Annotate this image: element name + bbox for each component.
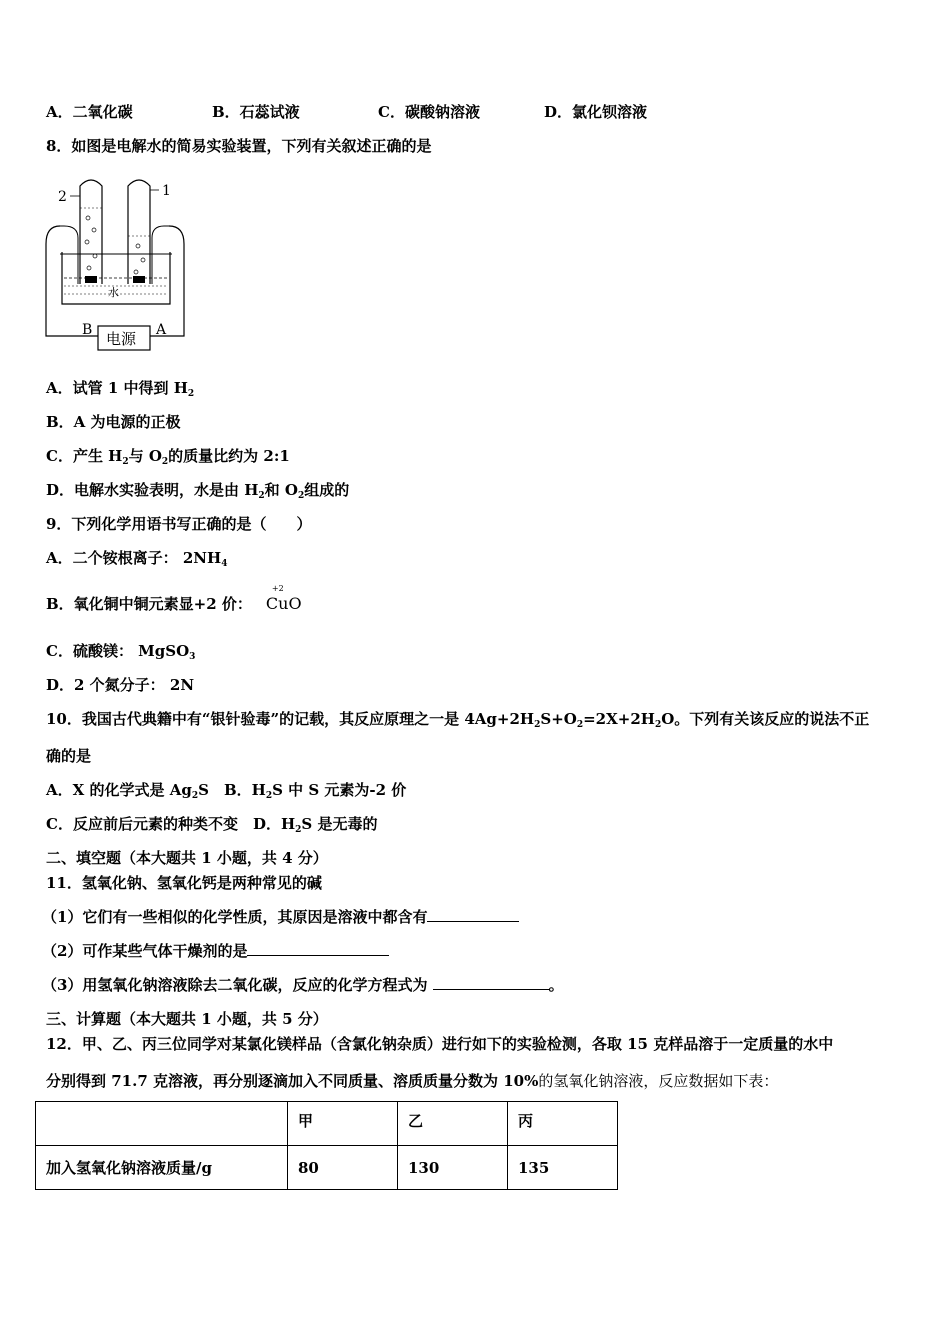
answer-blank-3[interactable] — [433, 975, 549, 990]
q9-option-b: B．氧化铜中铜元素显+2 价： +2 CuO — [46, 584, 302, 613]
q11-part-1: （1）它们有一些相似的化学性质，其原因是溶液中都含有 — [42, 907, 519, 927]
q8-option-a: A．试管 1 中得到 $H_2$ — [46, 379, 195, 399]
table-header-bing: 丙 — [508, 1102, 618, 1146]
q11-stem: 11．氢氧化钠、氢氧化钙是两种常见的碱 — [46, 874, 322, 892]
q8-option-d: D．电解水实验表明，水是由 $H_2$和 $O_2$组成的 — [46, 481, 350, 501]
table-header-jia: 甲 — [288, 1102, 398, 1146]
q7-option-c: C．碳酸钠溶液 — [378, 103, 480, 121]
electrode-label-b: B — [82, 322, 93, 338]
q8-stem: 8．如图是电解水的简易实验装置，下列有关叙述正确的是 — [46, 137, 432, 155]
q7-options — [46, 102, 647, 122]
answer-blank-2[interactable] — [247, 941, 389, 956]
table-cell-jia: 80 — [288, 1146, 398, 1190]
q8-option-b: B．A 为电源的正极 — [46, 413, 181, 431]
q12-stem-line1: 12．甲、乙、丙三位同学对某氯化镁样品（含氯化钠杂质）进行如下的实验检测，各取 15 克样品溶于一定质量的水中 — [46, 1035, 834, 1053]
q7-option-b: B．石蕊试液 — [212, 103, 300, 121]
q8-option-c: C．产生 $H_2$与 $O_2$的质量比约为 2:1 — [46, 447, 290, 467]
table-header-row — [36, 1102, 618, 1146]
tube-label-2: 2 — [58, 189, 67, 205]
q9-stem: 9．下列化学用语书写正确的是（ ） — [46, 515, 312, 533]
table-header-yi: 乙 — [398, 1102, 508, 1146]
q7-option-a: A．二氧化碳 — [46, 103, 133, 121]
q9-option-a: A．二个铵根离子： $2NH_4$ — [46, 549, 228, 569]
q9-option-c: C．硫酸镁： MgSO$_3$ — [46, 642, 196, 662]
q10-stem-line2: 确的是 — [46, 747, 92, 765]
answer-blank-1[interactable] — [427, 907, 519, 922]
table-row — [36, 1146, 618, 1190]
q7-option-d: D．氯化钡溶液 — [544, 103, 648, 121]
q10-options-cd: C．反应前后元素的种类不变 D．$H_2S$ 是无毒的 — [46, 815, 378, 835]
q12-stem-line2: 分别得到 71.7 克溶液，再分别逐滴加入不同质量、溶质质量分数为 10%的氢氧化钠溶液，反应数据如下表： — [46, 1072, 779, 1090]
q10-options-ab: A．X 的化学式是 $Ag_2S$ B．$H_2S$ 中 S 元素为-2 价 — [46, 781, 407, 801]
tube-label-1: 1 — [162, 183, 171, 199]
electrode-label-a: A — [156, 322, 167, 338]
q11-part-2: （2）可作某些气体干燥剂的是 — [42, 941, 389, 961]
power-source-label: 电源 — [106, 330, 137, 348]
water-label: 水 — [108, 286, 119, 299]
table-cell-yi: 130 — [398, 1146, 508, 1190]
reaction-data-table — [35, 1101, 618, 1190]
table-row-label: 加入氢氧化钠溶液质量/g — [36, 1146, 288, 1190]
table-cell-bing: 135 — [508, 1146, 618, 1190]
table-header-empty — [36, 1102, 288, 1146]
electrolysis-apparatus-figure — [42, 174, 192, 354]
section-3-heading: 三、计算题（本大题共 1 小题，共 5 分） — [46, 1010, 328, 1028]
q10-stem-line1: 10．我国古代典籍中有“银针验毒”的记载，其反应原理之一是 $4Ag+2H_2S+O_2=2X+2H_2O$。下列有关该反应的说法不正 — [46, 710, 870, 730]
section-2-heading: 二、填空题（本大题共 1 小题，共 4 分） — [46, 849, 328, 867]
q11-part-3: （3）用氢氧化钠溶液除去二氧化碳，反应的化学方程式为 。 — [42, 976, 564, 994]
cuo-formula: +2 CuO — [265, 584, 302, 613]
q9-option-d: D．2 个氮分子： 2N — [46, 676, 195, 694]
